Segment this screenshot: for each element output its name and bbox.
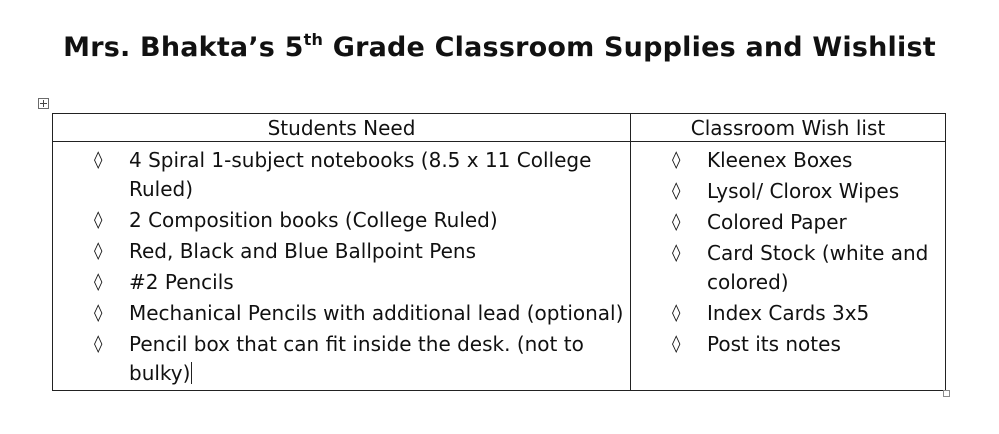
table-resize-handle-icon[interactable] (943, 390, 950, 397)
header-students-need: Students Need (53, 114, 631, 142)
list-item: ◊ Index Cards 3x5 (631, 299, 945, 328)
text-cursor (191, 362, 192, 384)
title-superscript: th (303, 30, 324, 49)
title-rest: Grade Classroom Supplies and Wishlist (323, 32, 936, 63)
diamond-bullet-icon: ◊ (94, 303, 103, 323)
list-item: ◊ Pencil box that can fit inside the desk. (not to bulky) (94, 332, 584, 385)
diamond-bullet-icon: ◊ (672, 303, 681, 323)
header-row (53, 114, 946, 142)
diamond-bullet-icon: ◊ (94, 241, 103, 261)
diamond-bullet-icon: ◊ (672, 243, 681, 263)
list-item: ◊ Post its notes (631, 330, 945, 359)
list-item: ◊ Kleenex Boxes (631, 146, 945, 175)
diamond-bullet-icon: ◊ (94, 150, 103, 170)
content-row (53, 142, 946, 391)
supplies-table (52, 113, 946, 391)
students-need-cell[interactable] (53, 142, 631, 391)
list-item: ◊ Red, Black and Blue Ballpoint Pens (53, 237, 630, 266)
document-title (0, 30, 999, 63)
title-main: Mrs. Bhakta’s 5 (63, 32, 304, 63)
students-need-list (53, 142, 630, 388)
list-item: ◊ Card Stock (white and colored) (672, 241, 929, 294)
diamond-bullet-icon: ◊ (672, 181, 681, 201)
list-item: ◊ Colored Paper (631, 208, 945, 237)
wish-list-cell[interactable] (631, 142, 946, 391)
diamond-bullet-icon: ◊ (94, 334, 103, 354)
header-wish-list: Classroom Wish list (631, 114, 946, 142)
diamond-bullet-icon: ◊ (672, 150, 681, 170)
wish-list (631, 142, 945, 359)
list-item: ◊ #2 Pencils (53, 268, 630, 297)
diamond-bullet-icon: ◊ (94, 210, 103, 230)
list-item: ◊ 2 Composition books (College Ruled) (53, 206, 630, 235)
diamond-bullet-icon: ◊ (672, 212, 681, 232)
diamond-bullet-icon: ◊ (94, 272, 103, 292)
diamond-bullet-icon: ◊ (672, 334, 681, 354)
table-move-handle-icon[interactable] (38, 98, 49, 109)
list-item: ◊ Mechanical Pencils with additional lead (optional) (53, 299, 630, 328)
list-item: ◊ 4 Spiral 1-subject notebooks (8.5 x 11 College Ruled) (94, 148, 592, 201)
list-item: ◊ Lysol/ Clorox Wipes (631, 177, 945, 206)
